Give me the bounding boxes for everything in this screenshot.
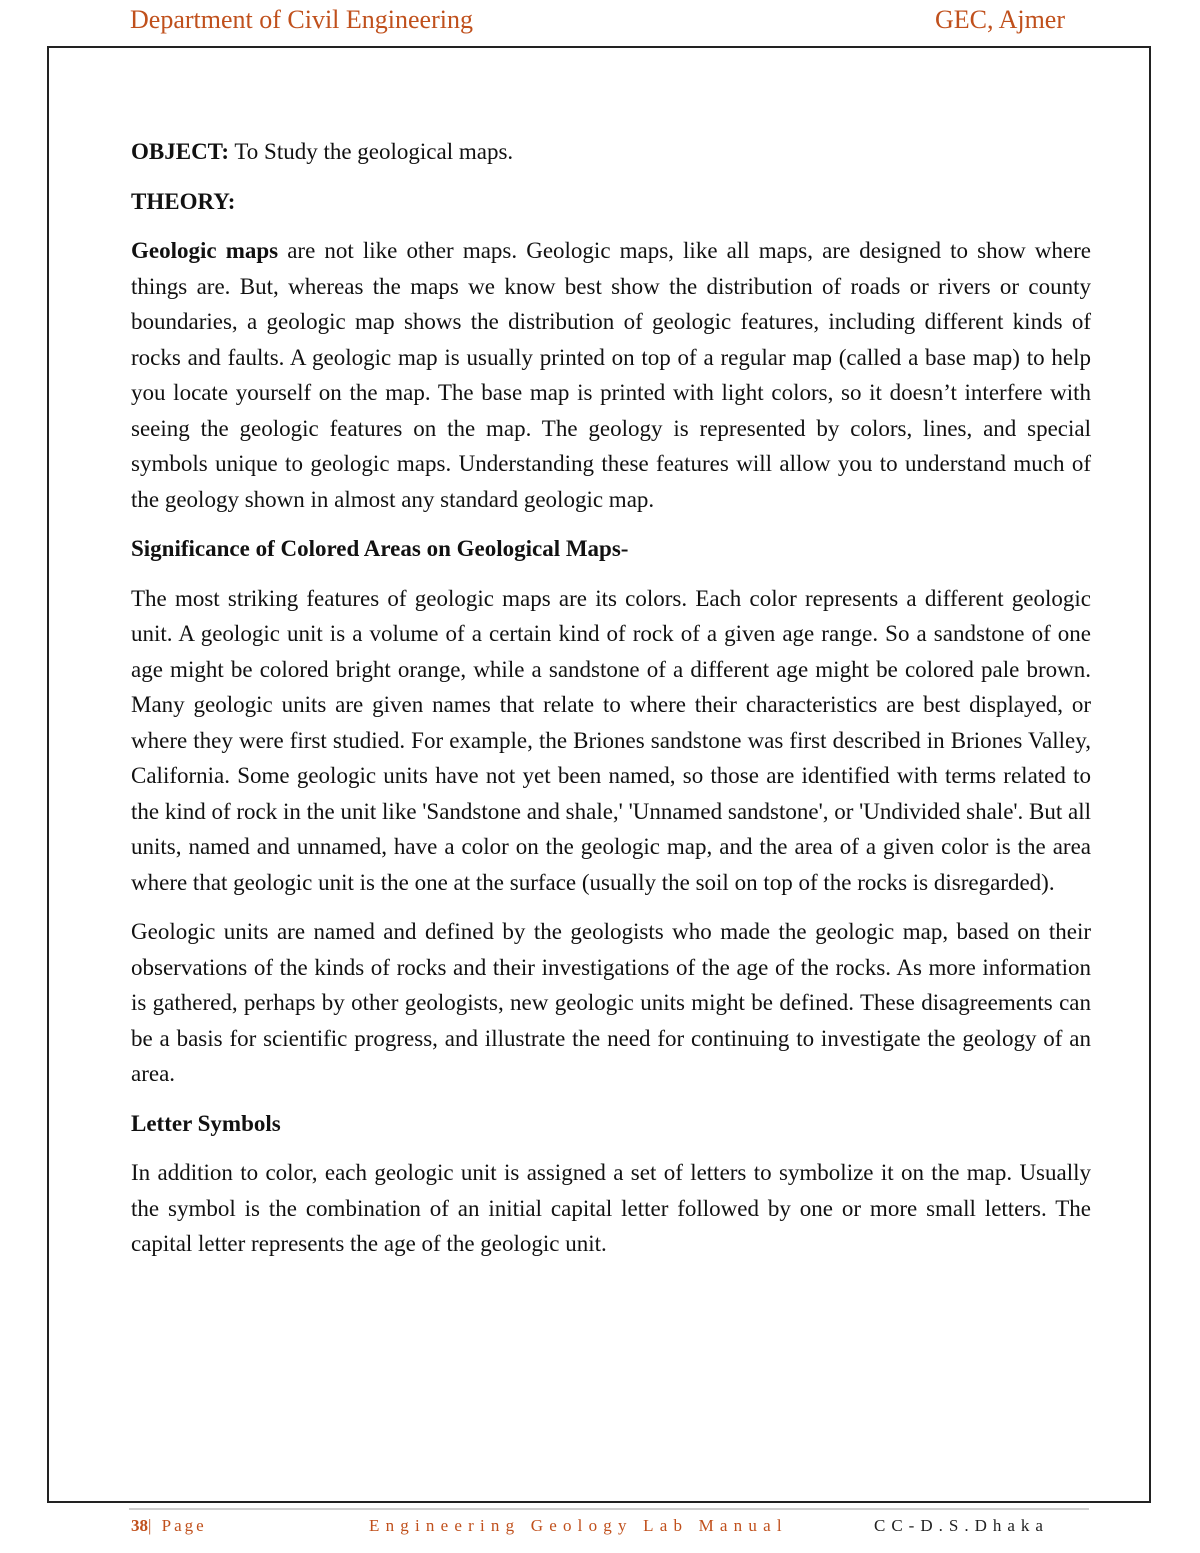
colored-areas-paragraph-2: Geologic units are named and defined by the geologists who made the geologic map, based on their observations of the kinds of rocks and their investigations of the age of the rocks. As more information is gathered, perhaps by other geologists, new geologic units might be defined. These disagreements can be a basis for scientific progress, and illustrate the need for continuing to investigate the geology of an area.: [131, 919, 1091, 1086]
page-content: [131, 134, 1091, 1276]
page-label: | Page: [148, 1516, 207, 1535]
theory-text: are not like other maps. Geologic maps, like all maps, are designed to show where things are. But, whereas the maps we know best show the distribution of roads or rivers or county boundaries, a geologic map shows the distribution of geologic features, including different kinds of rocks and faults. A geologic map is usually printed on top of a regular map (called a base map) to help you locate yourself on the map. The base map is printed with light colors, so it doesn’t interfere with seeing the geologic features on the map. The geology is represented by colors, lines, and special symbols unique to geologic maps. Understanding these features will allow you to understand much of the geology shown in almost any standard geologic map.: [131, 238, 1091, 512]
colored-areas-heading: Significance of Colored Areas on Geological Maps-: [131, 536, 629, 561]
object-line: [131, 134, 1091, 170]
manual-title: Engineering Geology Lab Manual: [369, 1516, 788, 1535]
header-department: Department of Civil Engineering: [130, 5, 473, 34]
letter-symbols-heading: Letter Symbols: [131, 1110, 281, 1136]
colored-areas-paragraph-1: The most striking features of geologic maps are its colors. Each color represents a different geologic unit. A geologic unit is a volume of a certain kind of rock of a given age range. So a sandstone of one age might be colored bright orange, while a sandstone of a different age might be colored pale brown. Many geologic units are given names that relate to where their characteristics are best displayed, or where they were first studied. For example, the Briones sandstone was first described in Briones Valley, California. Some geologic units have not yet been named, so those are identified with terms related to the kind of rock in the unit like 'Sandstone and shale,' 'Unnamed sandstone', or 'Undivided shale'. But all units, named and unnamed, have a color on the geologic map, and the area of a given color is the area where that geologic unit is the one at the surface (usually the soil on top of the rocks is disregarded).: [131, 585, 1092, 895]
page-header: [130, 2, 1065, 38]
author-credit: CC-D.S.Dhaka: [874, 1516, 1049, 1535]
letter-symbols-paragraph: In addition to color, each geologic unit is assigned a set of letters to symbolize it on the map. Usually the symbol is the combination of an initial capital letter followed by one or more small letters. The capital letter represents the age of the geologic unit.: [131, 1160, 1091, 1256]
object-label: OBJECT:: [131, 139, 229, 164]
footer-divider: [129, 1508, 1089, 1510]
theory-paragraph: [131, 233, 1091, 517]
page-footer: [131, 1514, 1071, 1538]
page-number: 38: [131, 1516, 148, 1535]
header-college: GEC, Ajmer: [935, 5, 1065, 34]
page-indicator: [131, 1516, 369, 1536]
theory-lead-term: Geologic maps: [131, 238, 279, 263]
theory-heading: THEORY:: [131, 188, 236, 214]
object-text: To Study the geological maps.: [234, 139, 514, 164]
